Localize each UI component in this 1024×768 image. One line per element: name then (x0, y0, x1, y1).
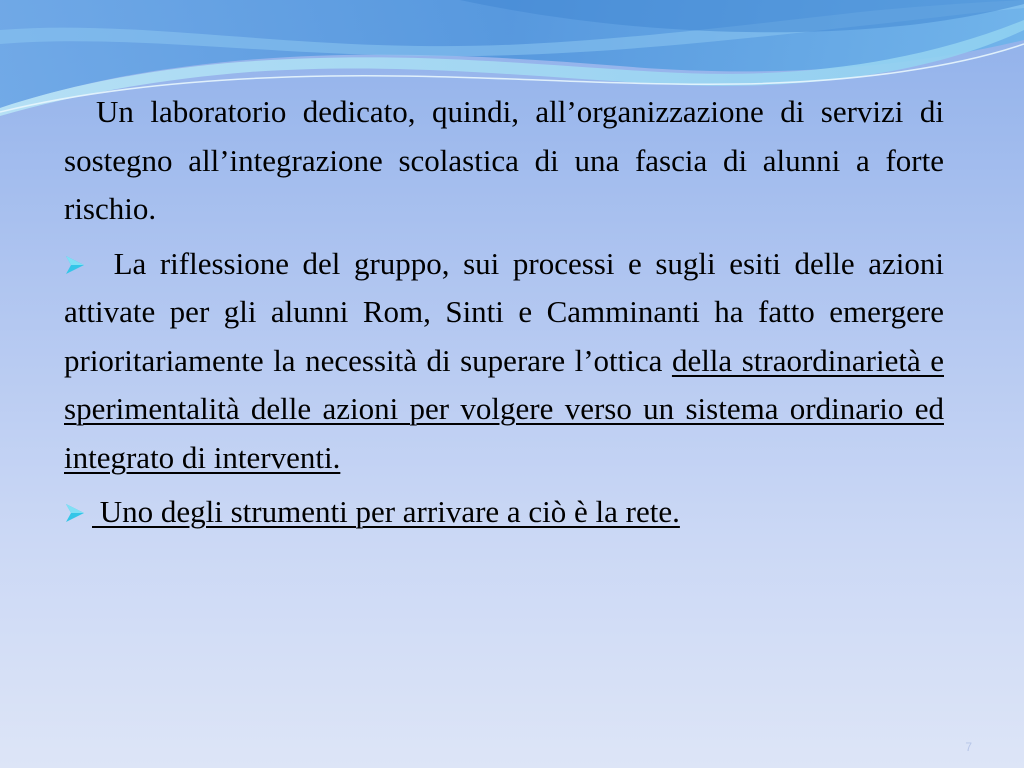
bullet-item-2 (64, 488, 944, 537)
bullet-1-text: La riflessione del gruppo, sui processi e sugli esiti delle azioni attivate per gli alunni Rom, Sinti e Camminanti ha fatto emergere prioritariamente la necessità di superare l’ottica (64, 245, 944, 378)
intro-text: Un laboratorio dedicato, quindi, all’organizzazione di servizi di sostegno all’integrazione scolastica di una fascia di alunni a forte rischio. (64, 94, 944, 226)
bullet-1-underlined-text: della straordinarietà e sperimentalità delle azioni per volgere verso un sistema ordinario ed integrato di interventi. (64, 342, 944, 475)
bullet-item-1 (64, 240, 944, 483)
intro-paragraph (64, 88, 944, 234)
arrow-bullet-icon (64, 488, 92, 537)
bullet-2-underlined-text: Uno degli strumenti per arrivare a ciò è la rete. (92, 494, 680, 529)
page-number: 7 (965, 740, 972, 754)
slide-body (64, 88, 944, 543)
arrow-bullet-icon (64, 240, 100, 289)
